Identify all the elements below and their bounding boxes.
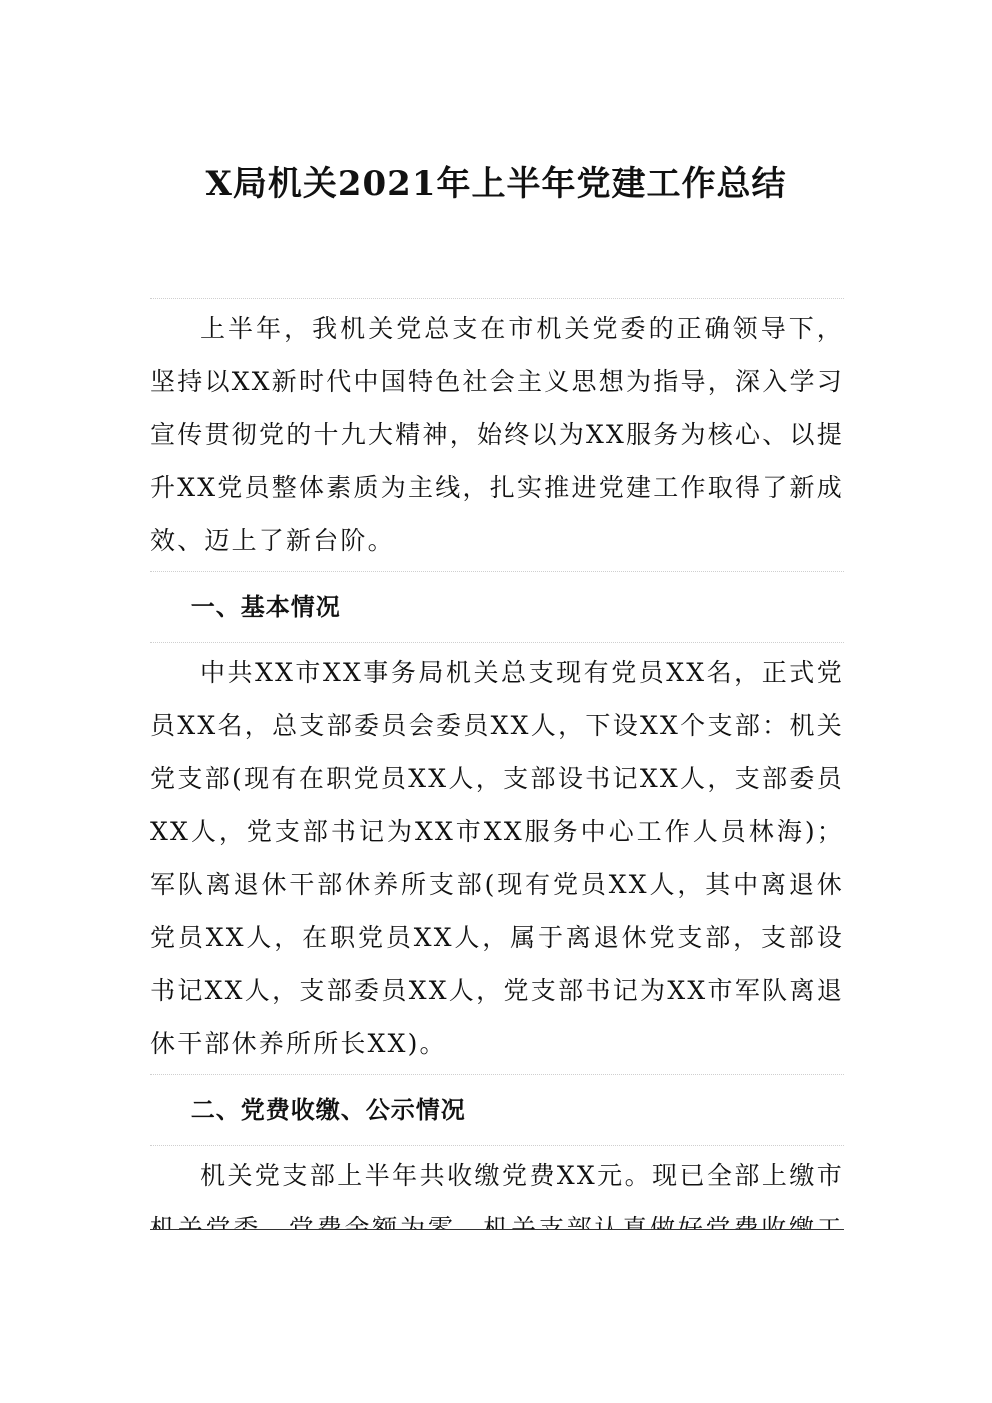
document-body [150, 298, 844, 1313]
section-heading-basic-situation: 一、基本情况 [190, 593, 341, 621]
document-title: X局机关2021年上半年党建工作总结 [205, 164, 787, 204]
text-area-bottom-border [150, 1229, 844, 1230]
party-dues-paragraph: 机关党支部上半年共收缴党费XX元。现已全部上缴市 [150, 1145, 844, 1313]
intro-paragraph: 上半年，我机关党总支在市机关党委的正确领导下，坚持以XX新时代中国特色社会主义思想为指导，深入学习宣传贯彻党的十九大精神，始终以为XX服务为核心、以提升XX党员整体素质为主线，扎实推进党建工作取得了新成效、迈上了新台阶。 [150, 298, 844, 572]
page-bottom-margin [0, 1230, 992, 1403]
section-heading-party-dues: 二、党费收缴、公示情况 [190, 1096, 466, 1124]
basic-situation-paragraph: 中共XX市XX事务局机关总支现有党员XX名，正式党员XX名，总支部委员会委员XX人，下设XX个支部：机关党支部(现有在职党员XX人，支部设书记XX人，支部委员XX人，党支部书记为XX市XX服务中心工作人员林海)；军队离退休干部休养所支部(现有党员XX人，其中离退休党员XX人，在职党员XX人，属于离退休党支部，支部设书记XX人，支部委员XX人，党支部书记为XX市军队离退休干部休养所所长XX)。 [150, 642, 844, 1075]
